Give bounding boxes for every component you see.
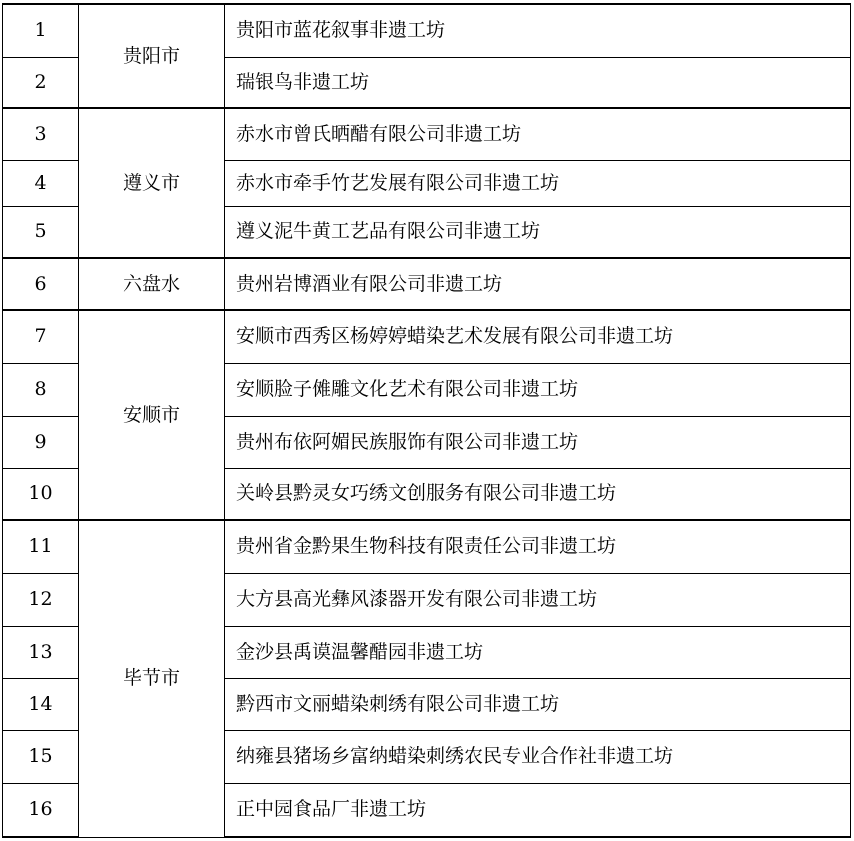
city-cell-liupanshui: 六盘水	[79, 258, 225, 310]
workshop-name: 金沙县禹谟温馨醋园非遗工坊	[225, 626, 851, 678]
row-number: 3	[3, 108, 79, 160]
workshop-name: 赤水市曾氏晒醋有限公司非遗工坊	[225, 108, 851, 160]
workshop-name: 赤水市牵手竹艺发展有限公司非遗工坊	[225, 160, 851, 206]
table-row	[3, 4, 851, 57]
row-number: 5	[3, 206, 79, 258]
row-number: 1	[3, 4, 79, 57]
table-row	[3, 258, 851, 310]
row-number: 6	[3, 258, 79, 310]
workshop-name: 贵州岩博酒业有限公司非遗工坊	[225, 258, 851, 310]
city-cell-guiyang: 贵阳市	[79, 4, 225, 108]
workshop-name: 安顺脸子傩雕文化艺术有限公司非遗工坊	[225, 363, 851, 416]
table-row	[3, 520, 851, 573]
row-number: 16	[3, 783, 79, 837]
workshop-name: 贵州布依阿媚民族服饰有限公司非遗工坊	[225, 416, 851, 468]
workshop-name: 安顺市西秀区杨婷婷蜡染艺术发展有限公司非遗工坊	[225, 310, 851, 363]
city-cell-zunyi: 遵义市	[79, 108, 225, 258]
table-row	[3, 108, 851, 160]
workshop-name: 正中园食品厂非遗工坊	[225, 783, 851, 837]
row-number: 15	[3, 730, 79, 783]
row-number: 4	[3, 160, 79, 206]
workshop-name: 遵义泥牛黄工艺品有限公司非遗工坊	[225, 206, 851, 258]
row-number: 10	[3, 468, 79, 520]
row-number: 2	[3, 57, 79, 108]
row-number: 8	[3, 363, 79, 416]
city-cell-anshun: 安顺市	[79, 310, 225, 520]
row-number: 7	[3, 310, 79, 363]
workshop-name: 大方县高光彝风漆器开发有限公司非遗工坊	[225, 573, 851, 626]
table-row	[3, 310, 851, 363]
row-number: 13	[3, 626, 79, 678]
row-number: 9	[3, 416, 79, 468]
heritage-workshop-table	[2, 3, 851, 838]
workshop-name: 贵阳市蓝花叙事非遗工坊	[225, 4, 851, 57]
row-number: 11	[3, 520, 79, 573]
row-number: 14	[3, 678, 79, 730]
row-number: 12	[3, 573, 79, 626]
workshop-name: 贵州省金黔果生物科技有限责任公司非遗工坊	[225, 520, 851, 573]
workshop-name: 关岭县黔灵女巧绣文创服务有限公司非遗工坊	[225, 468, 851, 520]
workshop-name: 瑞银鸟非遗工坊	[225, 57, 851, 108]
workshop-name: 黔西市文丽蜡染刺绣有限公司非遗工坊	[225, 678, 851, 730]
workshop-name: 纳雍县猪场乡富纳蜡染刺绣农民专业合作社非遗工坊	[225, 730, 851, 783]
city-cell-bijie: 毕节市	[79, 520, 225, 837]
